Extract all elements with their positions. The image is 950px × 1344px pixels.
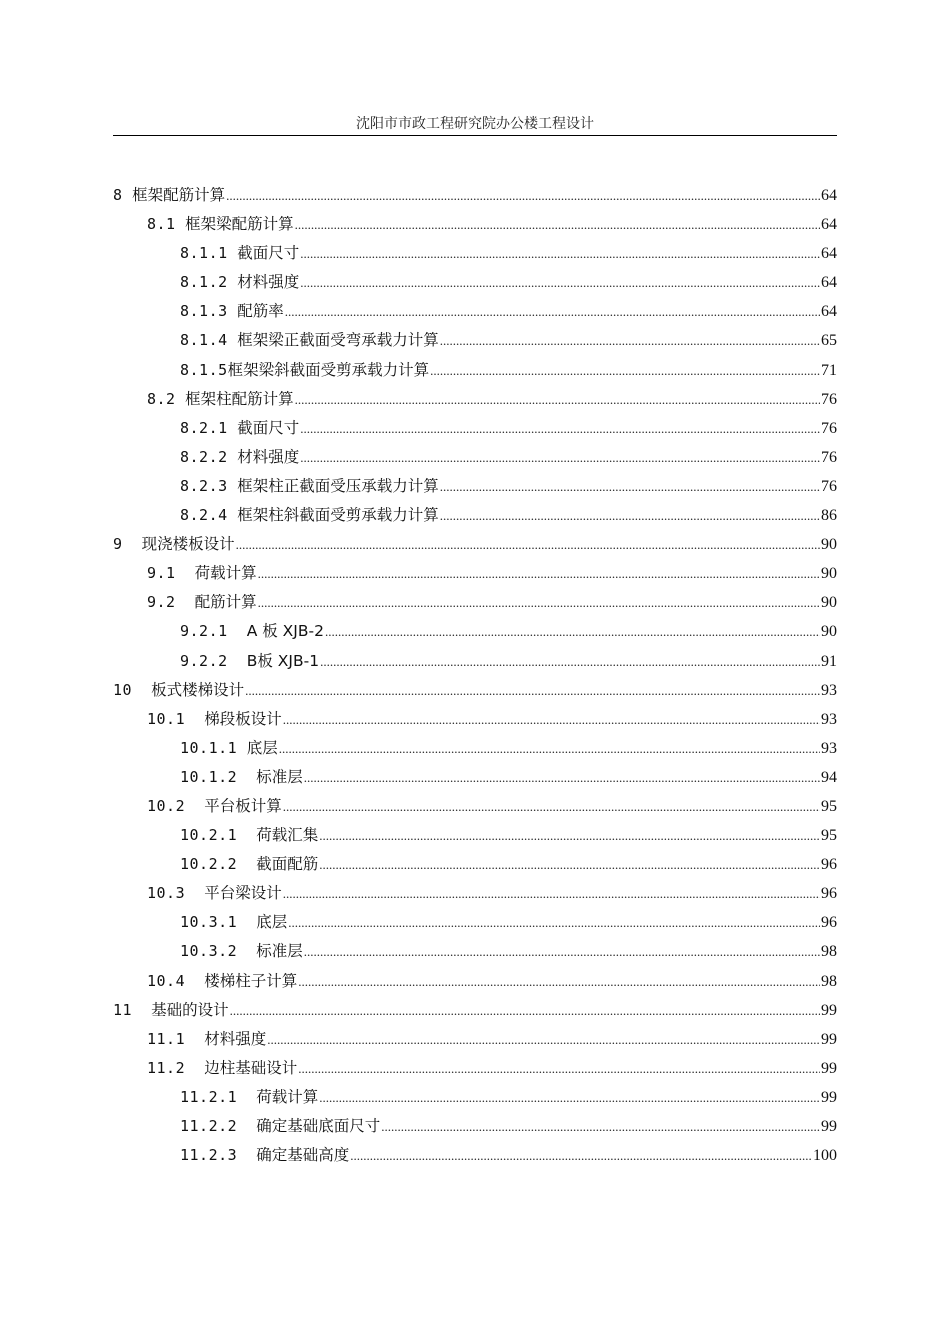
toc-entry-title: 基础的设计 xyxy=(151,1000,229,1019)
toc-leader-dots xyxy=(430,356,820,385)
toc-entry[interactable] xyxy=(113,181,837,210)
toc-leader-dots xyxy=(295,385,820,414)
toc-entry-number: 8.2.3 xyxy=(180,476,238,495)
page-header: 沈阳市市政工程研究院办公楼工程设计 xyxy=(113,113,837,136)
toc-entry-title: 板式楼梯设计 xyxy=(151,680,245,699)
toc-entry-page: 93 xyxy=(821,681,837,699)
toc-leader-dots xyxy=(285,297,820,326)
toc-entry-title: 荷载计算 xyxy=(256,1087,319,1106)
toc-entry-title: 荷载汇集 xyxy=(256,826,319,845)
toc-entry-title: 框架梁配筋计算 xyxy=(185,215,294,234)
toc-entry-page: 90 xyxy=(821,536,837,554)
toc-entry-page: 95 xyxy=(821,827,837,845)
toc-entry-number: 10.2.1 xyxy=(180,826,257,845)
toc-entry-title: 材料强度 xyxy=(237,273,300,292)
toc-leader-dots xyxy=(267,1025,820,1054)
toc-entry-page: 90 xyxy=(821,623,837,641)
toc-entry-number: 11.2.3 xyxy=(180,1146,257,1165)
toc-entry-number: 8.2 xyxy=(147,389,186,408)
toc-entry-number: 10.3 xyxy=(147,884,205,903)
toc-leader-dots xyxy=(258,588,820,617)
toc-entry-number: 9.2 xyxy=(147,593,195,612)
toc-entry-number: 10.1.2 xyxy=(180,767,257,786)
toc-entry-title: 底层 xyxy=(256,913,288,932)
toc-leader-dots xyxy=(298,1054,820,1083)
toc-entry-page: 99 xyxy=(821,1059,837,1077)
toc-entry-page: 96 xyxy=(821,914,837,932)
toc-entry-title: 配筋率 xyxy=(237,302,284,321)
toc-entry-page: 91 xyxy=(821,652,837,670)
toc-entry-number: 8 xyxy=(113,186,133,204)
toc-entry-page: 64 xyxy=(821,274,837,292)
toc-entry-title: 平台板计算 xyxy=(204,796,282,815)
toc-entry[interactable] xyxy=(113,967,837,996)
toc-entry-page: 90 xyxy=(821,594,837,612)
toc-entry[interactable] xyxy=(113,763,837,792)
toc-entry-title: B板 XJB-1 xyxy=(246,651,320,670)
toc-entry[interactable] xyxy=(113,1083,837,1112)
toc-entry[interactable] xyxy=(113,326,837,355)
toc-entry-page: 99 xyxy=(821,1118,837,1135)
toc-entry-page: 96 xyxy=(821,885,837,903)
toc-entry-page: 98 xyxy=(821,943,837,961)
toc-entry-title: 荷载计算 xyxy=(194,564,257,583)
toc-entry-number: 11.2.1 xyxy=(180,1087,257,1106)
toc-entry-title: 材料强度 xyxy=(204,1029,267,1048)
toc-entry-number: 9.1 xyxy=(147,564,195,583)
toc-entry-page: 93 xyxy=(821,739,837,757)
toc-entry[interactable] xyxy=(113,821,837,850)
toc-entry-number: 8.1.1 xyxy=(180,244,238,263)
toc-entry-number: 9.2.1 xyxy=(180,622,247,641)
toc-entry-page: 71 xyxy=(821,361,837,379)
toc-entry-title: 确定基础高度 xyxy=(256,1146,350,1165)
toc-leader-dots xyxy=(230,996,820,1025)
toc-entry[interactable] xyxy=(113,1025,837,1054)
toc-entry-title: 框架柱正截面受压承载力计算 xyxy=(237,476,439,495)
toc-entry-number: 8.2.2 xyxy=(180,447,238,466)
toc-leader-dots xyxy=(304,937,820,966)
toc-entry-number: 10.2 xyxy=(147,796,205,815)
toc-entry[interactable] xyxy=(113,530,837,559)
toc-entry-number: 8.1.5 xyxy=(180,360,228,379)
toc-entry-title: 现浇楼板设计 xyxy=(141,535,235,554)
toc-entry-title: 框架梁斜截面受剪承载力计算 xyxy=(227,360,430,379)
toc-leader-dots xyxy=(320,647,820,676)
toc-entry-number: 9.2.2 xyxy=(180,651,247,670)
toc-entry-title: 材料强度 xyxy=(237,447,300,466)
toc-entry-number: 8.1.2 xyxy=(180,273,238,292)
toc-leader-dots xyxy=(298,967,820,996)
table-of-contents xyxy=(113,181,837,1170)
toc-entry-number: 11 xyxy=(113,1000,152,1019)
toc-entry[interactable] xyxy=(113,908,837,937)
toc-entry-page: 100 xyxy=(813,1147,837,1165)
toc-entry[interactable] xyxy=(113,996,837,1025)
toc-entry[interactable] xyxy=(113,268,837,297)
toc-entry-title: 框架梁正截面受弯承载力计算 xyxy=(237,331,439,350)
toc-leader-dots xyxy=(300,414,820,443)
toc-entry[interactable] xyxy=(113,1112,837,1141)
toc-entry-title: 标准层 xyxy=(256,767,303,786)
toc-leader-dots xyxy=(279,734,820,763)
toc-leader-dots xyxy=(440,501,820,530)
toc-leader-dots xyxy=(319,821,820,850)
toc-leader-dots xyxy=(304,763,820,792)
toc-entry-number: 9 xyxy=(113,535,142,554)
toc-entry-page: 98 xyxy=(821,972,837,990)
toc-entry[interactable] xyxy=(113,705,837,734)
toc-entry[interactable] xyxy=(113,239,837,268)
toc-entry-number: 10.4 xyxy=(147,971,205,990)
toc-leader-dots xyxy=(245,676,820,705)
toc-entry-title: 底层 xyxy=(246,738,278,757)
toc-leader-dots xyxy=(283,792,820,821)
toc-entry[interactable] xyxy=(113,792,837,821)
toc-entry-title: 楼梯柱子计算 xyxy=(204,971,298,990)
toc-entry-page: 99 xyxy=(821,1088,837,1106)
toc-leader-dots xyxy=(381,1112,820,1141)
toc-leader-dots xyxy=(300,268,820,297)
toc-leader-dots xyxy=(258,559,820,588)
toc-entry-number: 8.2.1 xyxy=(180,418,238,437)
toc-entry-number: 10.1.1 xyxy=(180,738,247,757)
toc-entry-number: 8.2.4 xyxy=(180,506,238,525)
toc-entry[interactable] xyxy=(113,356,837,385)
toc-entry[interactable] xyxy=(113,879,837,908)
toc-entry-title: 确定基础底面尺寸 xyxy=(256,1117,381,1135)
toc-entry[interactable] xyxy=(113,617,837,646)
toc-entry-page: 76 xyxy=(821,390,837,408)
toc-entry[interactable] xyxy=(113,210,837,239)
toc-entry-page: 90 xyxy=(821,565,837,583)
toc-entry-title: A 板 XJB-2 xyxy=(246,622,324,641)
toc-entry-page: 65 xyxy=(821,332,837,350)
toc-entry[interactable] xyxy=(113,850,837,879)
toc-entry-title: 框架柱配筋计算 xyxy=(185,389,294,408)
toc-entry-number: 10.3.1 xyxy=(180,913,257,932)
toc-entry-page: 86 xyxy=(821,507,837,525)
toc-leader-dots xyxy=(350,1141,812,1170)
toc-entry-page: 99 xyxy=(821,1030,837,1048)
toc-entry-title: 截面尺寸 xyxy=(237,244,300,263)
toc-entry-title: 配筋计算 xyxy=(194,593,257,612)
toc-entry-number: 10.2.2 xyxy=(180,855,257,874)
toc-entry[interactable] xyxy=(113,1141,837,1170)
toc-entry-page: 99 xyxy=(821,1001,837,1019)
toc-leader-dots xyxy=(440,326,820,355)
toc-entry-page: 76 xyxy=(821,419,837,437)
toc-entry[interactable] xyxy=(113,734,837,763)
toc-entry-number: 11.1 xyxy=(147,1029,205,1048)
toc-entry-page: 94 xyxy=(821,768,837,786)
toc-entry-title: 边柱基础设计 xyxy=(204,1058,298,1077)
toc-entry-title: 截面配筋 xyxy=(256,855,319,874)
toc-entry-number: 8.1 xyxy=(147,215,186,234)
toc-entry-page: 64 xyxy=(821,187,837,204)
toc-entry-number: 8.1.4 xyxy=(180,331,238,350)
toc-entry-page: 96 xyxy=(821,856,837,874)
toc-entry[interactable] xyxy=(113,676,837,705)
toc-entry-number: 10 xyxy=(113,680,152,699)
toc-entry[interactable] xyxy=(113,385,837,414)
toc-leader-dots xyxy=(325,617,820,646)
toc-entry[interactable] xyxy=(113,297,837,326)
toc-entry[interactable] xyxy=(113,443,837,472)
toc-entry[interactable] xyxy=(113,647,837,676)
toc-entry-page: 76 xyxy=(821,448,837,466)
toc-entry-title: 框架柱斜截面受剪承载力计算 xyxy=(237,506,439,525)
toc-entry-page: 64 xyxy=(821,245,837,263)
toc-leader-dots xyxy=(295,210,820,239)
toc-entry-page: 64 xyxy=(821,303,837,321)
toc-entry-title: 梯段板设计 xyxy=(204,709,282,728)
toc-entry[interactable] xyxy=(113,559,837,588)
toc-entry[interactable] xyxy=(113,501,837,530)
toc-entry-page: 76 xyxy=(821,477,837,495)
toc-leader-dots xyxy=(319,850,820,879)
toc-entry-number: 10.1 xyxy=(147,709,205,728)
toc-entry[interactable] xyxy=(113,414,837,443)
toc-leader-dots xyxy=(300,443,820,472)
toc-entry[interactable] xyxy=(113,588,837,617)
toc-entry-number: 10.3.2 xyxy=(180,942,257,961)
toc-leader-dots xyxy=(226,181,820,210)
toc-entry[interactable] xyxy=(113,937,837,966)
toc-entry-title: 平台梁设计 xyxy=(204,884,282,903)
toc-entry-page: 64 xyxy=(821,216,837,234)
toc-leader-dots xyxy=(440,472,820,501)
toc-entry-number: 11.2 xyxy=(147,1058,205,1077)
toc-entry-page: 93 xyxy=(821,710,837,728)
toc-entry[interactable] xyxy=(113,472,837,501)
toc-entry-title: 框架配筋计算 xyxy=(132,186,226,204)
toc-leader-dots xyxy=(283,879,820,908)
toc-leader-dots xyxy=(300,239,820,268)
toc-leader-dots xyxy=(288,908,820,937)
toc-entry-title: 截面尺寸 xyxy=(237,418,300,437)
toc-entry-page: 95 xyxy=(821,797,837,815)
toc-leader-dots xyxy=(283,705,820,734)
toc-entry-number: 11.2.2 xyxy=(180,1117,257,1135)
toc-entry[interactable] xyxy=(113,1054,837,1083)
toc-leader-dots xyxy=(236,530,820,559)
toc-entry-title: 标准层 xyxy=(256,942,303,961)
toc-entry-number: 8.1.3 xyxy=(180,302,238,321)
toc-leader-dots xyxy=(319,1083,820,1112)
